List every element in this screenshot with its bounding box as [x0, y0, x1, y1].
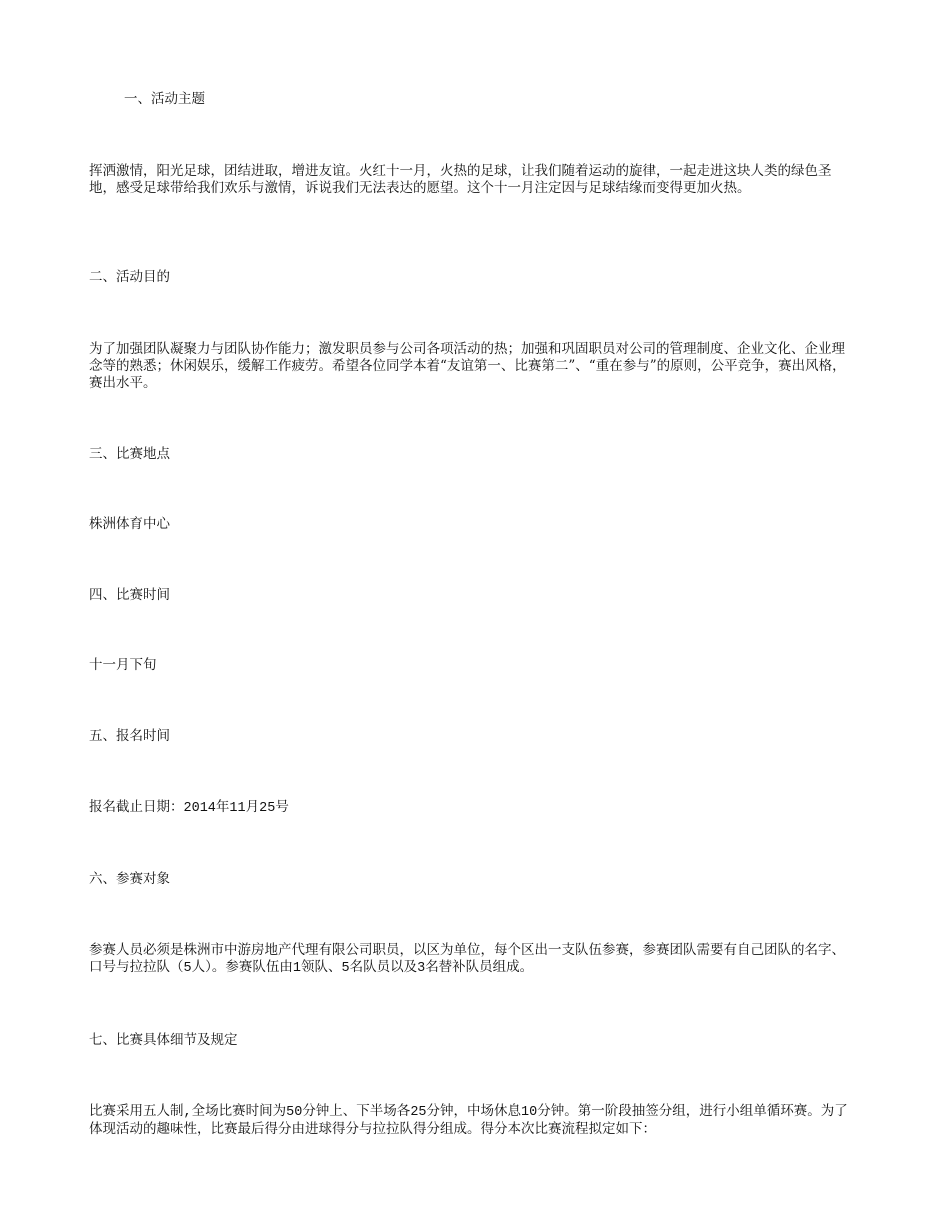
text-fragment: 参赛人员必须是株洲市中游房地产代理有限公司职员，以区为单位，每个区出一支队伍参赛，参赛团队需要有自己团队的名字、口号与拉拉队（: [89, 942, 845, 975]
section-4-heading: 四、比赛时间: [89, 587, 170, 603]
text-fragment: 月: [245, 799, 260, 815]
text-fragment: 名替补队员组成。: [425, 959, 534, 975]
text-fragment: 领队、: [300, 959, 342, 975]
section-6-heading: 六、参赛对象: [89, 871, 170, 887]
text-fragment: ,: [183, 1105, 192, 1120]
section-1-body: 挥洒激情，阳光足球，团结进取，增进友谊。火红十一月，火热的足球，让我们随着运动的旋律，一起走进这块人类的绿色圣地，感受足球带给我们欢乐与激情，诉说我们无法表达的愿望。这个十一月注定因与足球结缘而变得更加火热。: [89, 163, 832, 196]
text-fragment: 分钟上、下半场各: [302, 1103, 411, 1119]
section-4-body: 十一月下旬: [89, 657, 157, 673]
day-value: 25: [259, 801, 276, 816]
year-value: 2014: [183, 801, 216, 816]
number-value: 5: [341, 961, 350, 976]
text-fragment: 比赛采用五人制: [89, 1103, 184, 1119]
section-2-heading: 二、活动目的: [89, 269, 170, 285]
section-7-body: [89, 1103, 854, 1138]
text-fragment: 分钟，中场休息: [426, 1103, 522, 1119]
section-7-heading: 七、比赛具体细节及规定: [89, 1032, 238, 1048]
section-2-body: 为了加强团队凝聚力与团队协作能力；激发职员参与公司各项活动的热；加强和巩固职员对公司的管理制度、企业文化、企业理念等的熟悉；休闲娱乐，缓解工作疲劳。希望各位同学本着“友谊第一、比赛第二”、“重在参与”的原则，公平竞争，赛出风格，赛出水平。: [89, 341, 846, 391]
text-fragment: 分钟。第一阶段抽签分组，进行小组单循环赛。为了体现活动的趣味性，比赛最后得分由进球得分与拉拉队得分组成。得分本次比赛流程拟定如下：: [89, 1103, 848, 1137]
section-3-body: 株洲体育中心: [89, 516, 170, 532]
section-1-heading: 一、活动主题: [124, 91, 205, 107]
number-value: 10: [521, 1105, 538, 1120]
month-value: 11: [229, 801, 246, 816]
number-value: 1: [292, 961, 301, 976]
section-5-heading: 五、报名时间: [89, 728, 170, 744]
text-fragment: 报名截止日期：: [89, 799, 184, 815]
section-3-heading: 三、比赛地点: [89, 446, 170, 462]
text-fragment: 人）。参赛队伍由: [191, 959, 293, 975]
number-value: 5: [183, 961, 192, 976]
text-fragment: 年: [215, 799, 230, 815]
section-6-body: [89, 942, 854, 977]
text-fragment: 全场比赛时间为: [191, 1103, 287, 1119]
section-5-body: [89, 799, 854, 817]
number-value: 50: [286, 1105, 303, 1120]
text-fragment: 号: [275, 799, 289, 815]
number-value: 3: [417, 961, 426, 976]
number-value: 25: [410, 1105, 427, 1120]
text-fragment: 名队员以及: [349, 959, 418, 975]
